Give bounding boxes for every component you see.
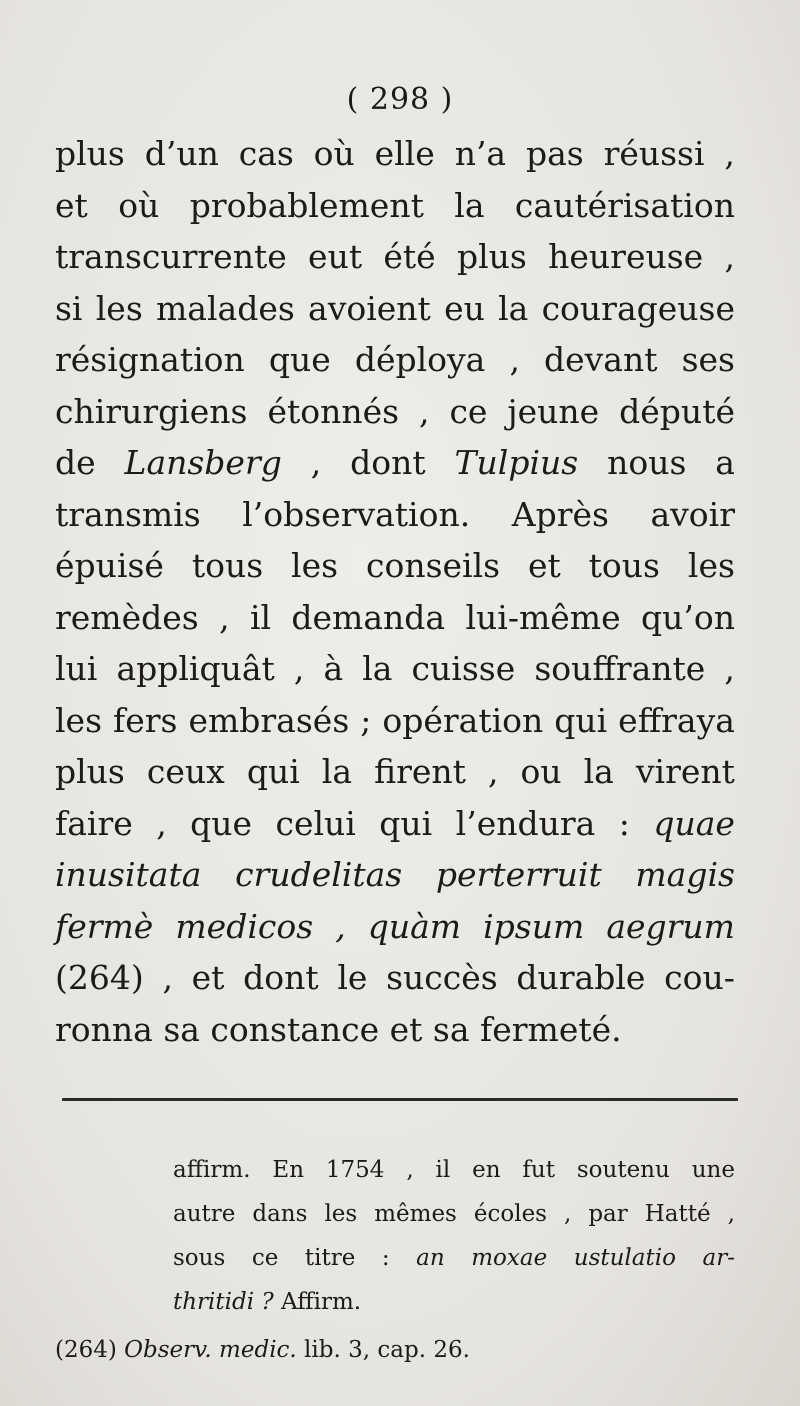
- text-line: chirurgiens étonnés , ce jeune député: [55, 391, 735, 431]
- text-line: épuisé tous les conseils et tous les: [55, 546, 735, 585]
- text-line: fermè medicos , quàm ipsum aegrum: [55, 906, 735, 946]
- page-number: ( 298 ): [346, 82, 454, 117]
- main-text-block: [55, 128, 735, 1055]
- text-line: plus d’un cas où elle n’a pas réussi ,: [55, 134, 735, 173]
- text-line: de Lansberg , dont Tulpius nous a: [55, 443, 735, 482]
- text-line: inusitata crudelitas perterruit magis: [55, 855, 735, 894]
- footnotes-block: [55, 1148, 735, 1372]
- text-line: (264) , et dont le succès durable cou-: [55, 958, 735, 997]
- text-line: transmis l’observation. Après avoir: [55, 494, 735, 534]
- text-line: résignation que déploya , devant ses: [55, 340, 735, 379]
- footnote-line: autre dans les mêmes écoles , par Hatté ,: [173, 1201, 735, 1227]
- footnote-line: thritidi ? Affirm.: [173, 1289, 362, 1315]
- text-line: lui appliquât , à la cuisse souffrante ,: [55, 649, 735, 688]
- footnote-line: sous ce titre : an moxae ustulatio ar-: [173, 1245, 735, 1271]
- text-line: faire , que celui qui l’endura : quae: [55, 803, 735, 843]
- text-line: les fers embrasés ; opération qui effraya: [55, 700, 735, 740]
- footnote-line: affirm. En 1754 , il en fut soutenu une: [173, 1157, 735, 1183]
- text-line: remèdes , il demanda lui-même qu’on: [55, 597, 735, 637]
- text-line: plus ceux qui la firent , ou la virent: [55, 752, 735, 791]
- footnote-reference: (264) Observ. medic. lib. 3, cap. 26.: [55, 1337, 470, 1363]
- text-line: transcurrente eut été plus heureuse ,: [55, 237, 735, 276]
- text-line: ronna sa constance et sa fermeté.: [55, 1009, 622, 1049]
- footnote-separator: [62, 1098, 738, 1101]
- text-line: si les malades avoient eu la courageuse: [55, 288, 735, 328]
- text-line: et où probablement la cautérisation: [55, 185, 735, 225]
